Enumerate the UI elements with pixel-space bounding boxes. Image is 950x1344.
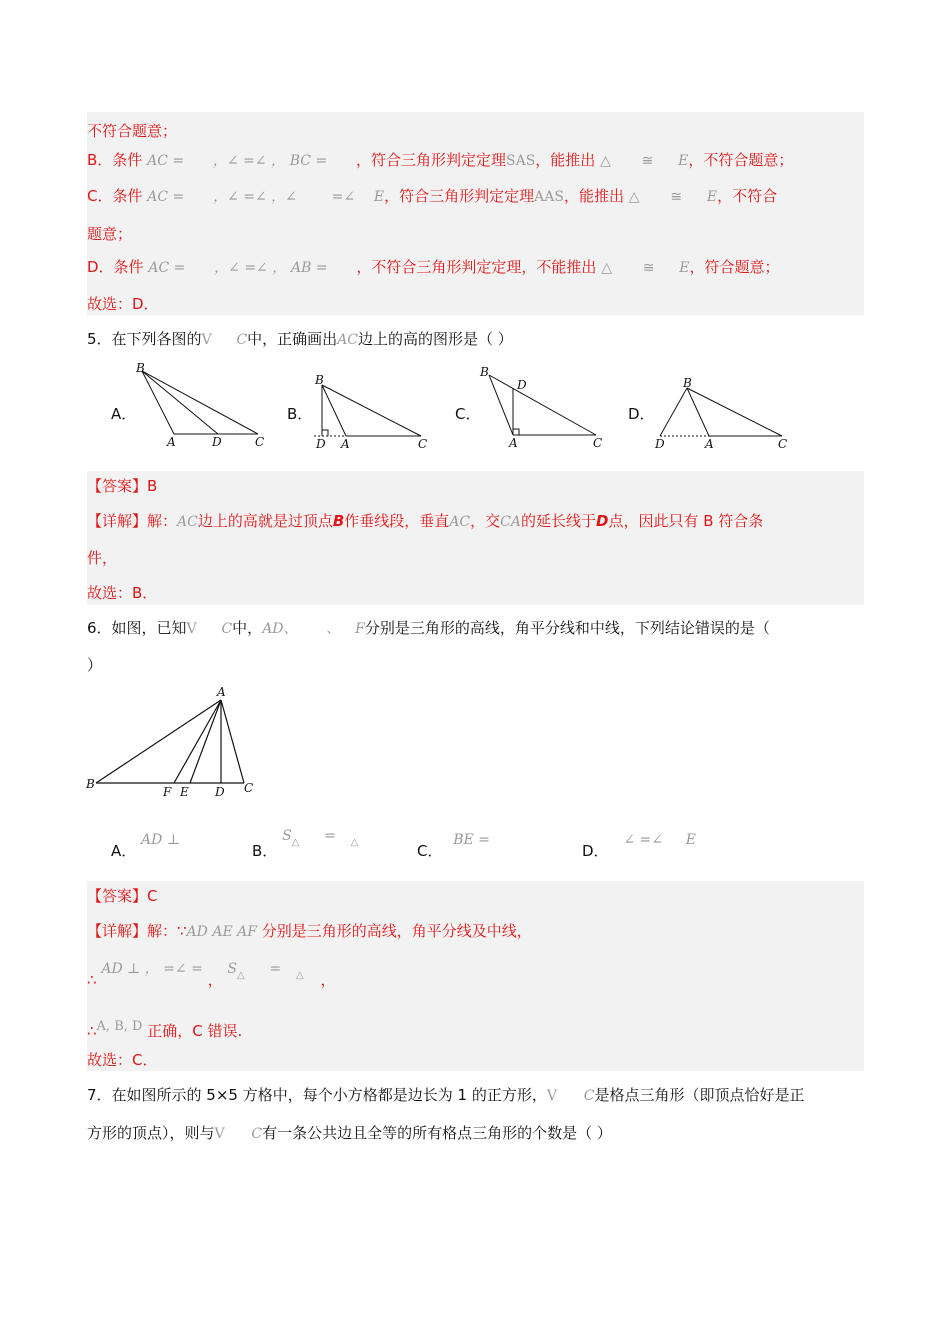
q7-triangle-symbol-2: V (214, 1126, 225, 1142)
fig-d-label-a: A (705, 437, 714, 451)
q5-detail-ac2: AC (449, 514, 471, 530)
q4-d-triangle: △ (601, 260, 612, 276)
q6-f: F (355, 621, 365, 637)
q4-line-3 (87, 186, 777, 207)
q5-c: C (236, 332, 248, 348)
q6-c: C (221, 621, 233, 637)
q6-option-b-sub2: △ (350, 837, 359, 848)
q6-detail-line-3 (87, 1015, 243, 1040)
q5-option-a-label[interactable]: A． (111, 405, 137, 423)
q4-line-4 (87, 224, 132, 244)
q6-stem-pre: 6．如图，已知 (87, 619, 187, 637)
fig-d-label-b: B (683, 376, 692, 390)
q6-option-d-label: D． (582, 842, 609, 860)
q6-stem (87, 618, 770, 639)
q4-c-e2: E (706, 189, 718, 205)
q6-final (87, 1050, 157, 1070)
q6-detail-line-1 (87, 921, 532, 942)
q5-answer (87, 476, 157, 496)
q7-line-2 (87, 1123, 612, 1144)
q5-stem (87, 329, 513, 350)
q4-c-mid: ，符合三角形判定定理 (384, 187, 535, 205)
q6-detail-sub2: △ (296, 970, 304, 981)
q6-option-c-label: C． (417, 842, 443, 860)
q5-detail-2: 作垂线段，垂直 (344, 512, 450, 530)
q4-b-post1: ，能推出 (535, 151, 596, 169)
q6-option-a[interactable] (111, 828, 180, 860)
q4-option-b-prefix: B．条件 (87, 151, 143, 169)
q4-d-math-1: AC = (148, 260, 186, 276)
q6-detail-post: 分别是三角形的高线，角平分线及中线， (261, 922, 532, 940)
q5-figure-a (130, 358, 270, 450)
q4-b-triangle: △ (600, 153, 611, 169)
fig-a-label-d: D (212, 435, 222, 449)
answer-box-q5 (87, 471, 864, 605)
q4-b-mid: ，符合三角形判定定理 (355, 151, 506, 169)
q4-d-congruent: ≅ (642, 260, 655, 276)
q6-detail-abd: A, B, D (96, 1019, 143, 1034)
q4-c-post1: ，能推出 (563, 187, 624, 205)
q5-detail-line-1 (87, 511, 763, 532)
q4-c-triangle: △ (628, 189, 640, 205)
q7-stem-post: 是格点三角形（即顶点恰好是正 (594, 1086, 805, 1104)
q6-option-d[interactable] (582, 828, 697, 860)
fig-c-label-b: B (480, 365, 489, 379)
q4-line-1-text: 不符合题意； (87, 122, 178, 140)
q6-detail-pre: 【详解】解：∵ (87, 922, 187, 940)
q5-option-c-label[interactable]: C． (455, 405, 481, 423)
fig-a-label-c: C (255, 435, 265, 449)
q4-c-math-2: ，∠ =∠ ，∠ (213, 189, 297, 205)
fig-c-label-d: D (517, 378, 527, 392)
q4-c-congruent: ≅ (670, 189, 683, 205)
q6-detail-sub: △ (237, 970, 245, 981)
q5-detail-6: 件， (87, 549, 118, 567)
q6-therefore-2: ∴ (87, 1022, 97, 1040)
q6-fig-label-b: B (86, 777, 95, 791)
q6-fig-label-a: A (217, 685, 226, 699)
q7-stem-2-pre: 方形的顶点），则与 (87, 1124, 215, 1142)
q4-c-math-3: =∠ (331, 189, 356, 205)
q5-option-d-label[interactable]: D． (628, 405, 655, 423)
q4-b-math-3: BC = (289, 153, 328, 169)
q4-b-congruent: ≅ (641, 153, 654, 169)
q6-option-c[interactable] (417, 828, 490, 860)
q6-option-a-math: AD ⊥ (141, 832, 180, 848)
q6-option-b-math: S (282, 828, 292, 844)
q4-option-d-prefix: D．条件 (87, 258, 144, 276)
q5-stem-pre: 5．在下列各图的 (87, 330, 202, 348)
q6-answer-text: 【答案】C (87, 887, 158, 905)
q6-close-paren: ） (87, 656, 103, 674)
q7-stem-2-post: 有一条公共边且全等的所有格点三角形的个数是（ ） (262, 1124, 612, 1142)
fig-d-label-d: D (655, 437, 665, 451)
q5-detail-d: D (596, 512, 609, 530)
q4-line-6 (87, 294, 159, 314)
fig-c-label-a: A (509, 436, 518, 450)
q6-detail-math: AD AE AF (186, 924, 257, 940)
q6-therefore-1: ∴ (87, 971, 97, 989)
q6-detail-correct: 正确，C 错误. (147, 1022, 243, 1040)
q4-line-5 (87, 257, 780, 278)
q4-c-math-1: AC = (147, 189, 185, 205)
q5-detail-ac: AC (177, 514, 198, 530)
q4-c-e1: E (373, 189, 385, 205)
fig-b-label-c: C (418, 437, 428, 451)
q6-sep: 、 (326, 621, 341, 637)
q6-stem-close (87, 655, 102, 675)
q6-option-b[interactable] (252, 824, 359, 860)
q5-option-b-label[interactable]: B． (287, 405, 313, 423)
q6-option-b-label: B． (252, 842, 278, 860)
q4-d-math-2: ，∠ =∠ ， (214, 260, 287, 276)
q4-b-math-1: AC = (147, 153, 185, 169)
q4-b-math-2: ，∠ =∠ ， (212, 153, 285, 169)
q7-stem-pre: 7．在如图所示的 5×5 方格中，每个小方格都是边长为 1 的正方形， (87, 1086, 547, 1104)
q7-triangle-symbol-1: V (546, 1088, 557, 1104)
q6-stem-mid: 中， (232, 619, 263, 637)
q6-option-c-math: BE = (453, 832, 490, 848)
q4-d-e: E (679, 260, 690, 276)
q6-detail-line-2 (87, 958, 336, 989)
q6-answer (87, 886, 157, 906)
q5-figure-d (650, 372, 790, 452)
q5-detail-line-2 (87, 548, 117, 568)
q6-detail-eq: = (269, 961, 282, 977)
q4-b-post2: ，不符合题意； (688, 151, 794, 169)
q5-answer-text: 【答案】B (87, 477, 158, 495)
q5-stem-post: 边上的高的图形是（ ） (358, 330, 513, 348)
fig-d-label-c: C (778, 437, 788, 451)
q5-triangle-symbol: V (201, 332, 212, 348)
q6-option-a-label: A． (111, 842, 137, 860)
fig-a-label-b: B (136, 361, 145, 375)
q5-final (87, 583, 157, 603)
q4-line-4-text: 题意； (87, 225, 133, 243)
q7-c-2: C (251, 1126, 263, 1142)
q6-option-d-e: E (685, 832, 697, 848)
q4-b-e: E (678, 153, 689, 169)
q7-line-1 (87, 1085, 804, 1106)
q5-detail-pre: 【详解】解： (87, 512, 178, 530)
q6-figure (84, 683, 264, 801)
q6-triangle-symbol: V (186, 621, 197, 637)
q5-figure-b (308, 370, 433, 452)
q6-detail-s: S (227, 961, 237, 977)
q5-detail-b: B (332, 512, 345, 530)
q6-fig-label-c: C (244, 781, 254, 795)
fig-a-label-a: A (167, 435, 176, 449)
q4-c-post2: ，不符合 (717, 187, 778, 205)
q5-ac: AC (337, 332, 359, 348)
q4-option-c-prefix: C．条件 (87, 187, 143, 205)
q5-detail-5: 点，因此只有 B 符合条 (608, 512, 764, 530)
q4-d-mid: ，不符合三角形判定定理，不能推出 (356, 258, 597, 276)
q5-detail-4: 的延长线于 (520, 512, 596, 530)
q6-option-b-eq: = (324, 828, 336, 844)
fig-b-label-b: B (315, 373, 324, 387)
q6-stem-post: 分别是三角形的高线，角平分线和中线，下列结论错误的是（ (364, 619, 770, 637)
q5-figure-c (475, 362, 605, 452)
q6-detail-comma-1: ， (207, 971, 223, 989)
q4-d-post: ，符合题意； (689, 258, 780, 276)
q6-fig-label-f: F (163, 785, 172, 799)
q6-detail-math-2: AD ⊥ ， =∠ = (101, 961, 203, 977)
q6-option-b-sub: △ (291, 837, 300, 848)
q4-line-1 (87, 121, 177, 141)
q5-detail-ca: CA (500, 514, 521, 530)
q4-c-aas: AAS (534, 189, 564, 205)
q5-stem-mid: 中，正确画出 (247, 330, 338, 348)
q6-final-text: 故选：C． (87, 1051, 158, 1069)
explanation-box-q4 (87, 112, 864, 315)
q6-option-d-math: ∠ =∠ (623, 832, 663, 848)
q5-detail-1: 边上的高就是过顶点 (197, 512, 333, 530)
q6-fig-label-e: E (180, 785, 189, 799)
q6-detail-comma-2: ， (320, 971, 336, 989)
fig-b-label-a: A (341, 437, 350, 451)
q6-ad: AD、 (262, 621, 298, 637)
q6-fig-label-d: D (215, 785, 225, 799)
q4-line-2 (87, 150, 793, 171)
q7-c-1: C (583, 1088, 595, 1104)
q5-detail-3: ，交 (470, 512, 501, 530)
fig-b-label-d: D (316, 437, 326, 451)
q4-b-sas: SAS (506, 153, 536, 169)
q4-final-answer: 故选：D． (87, 295, 159, 313)
q4-d-math-3: AB = (291, 260, 328, 276)
fig-c-label-c: C (593, 436, 603, 450)
q5-final-text: 故选：B． (87, 584, 158, 602)
